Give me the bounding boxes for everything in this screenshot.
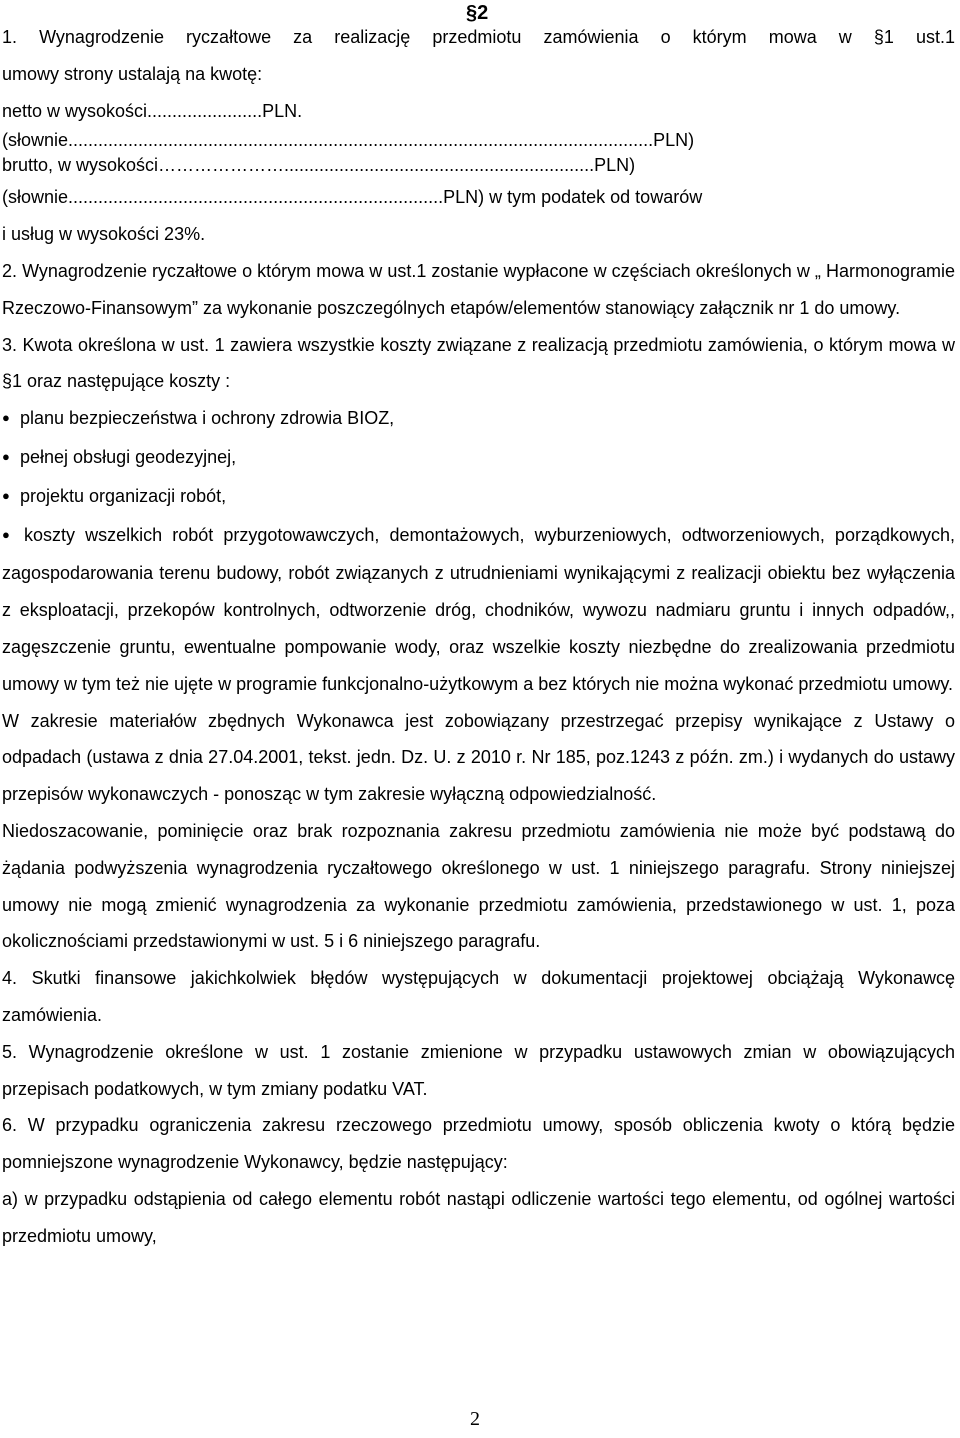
bullet-item-long <box>2 517 955 703</box>
bullet-icon: ● <box>2 448 10 464</box>
paragraph-1-slownie-1: (słownie.....................................................................................................................PLN) <box>2 130 695 151</box>
section-heading: §2 <box>466 2 489 24</box>
paragraph-5: 5. Wynagrodzenie określone w ust. 1 zostanie zmienione w przypadku ustawowych zmian w obowiązujących przepisach podatkowych, w tym zmiany podatku VAT. <box>2 1041 955 1099</box>
paragraph-2: 2. Wynagrodzenie ryczałtowe o którym mowa w ust.1 zostanie wypłacone w częściach określonych w „ Harmonogramie Rzeczowo-Finansowym” za wykonanie poszczególnych etapów/elementów stanowiący załącznik nr 1 do umowy. <box>2 260 955 318</box>
bullet-icon: ● <box>2 410 10 426</box>
page-number: 2 <box>470 1408 480 1430</box>
paragraph-6: 6. W przypadku ograniczenia zakresu rzeczowego przedmiotu umowy, sposób obliczenia kwoty o którą będzie pomniejszone wynagrodzenie Wykonawcy, będzie następujący: <box>2 1115 955 1173</box>
bullet-item <box>2 400 955 439</box>
paragraph-1-brutto: brutto, w wysokości…………………..............................................................PLN) <box>2 155 636 176</box>
bullet-icon: ● <box>2 487 10 503</box>
paragraph-1-line-1: 1. Wynagrodzenie ryczałtowe za realizację przedmiotu zamówienia o którym mowa w §1 ust.1 <box>2 27 955 47</box>
paragraph-1-netto: netto w wysokości.......................PLN. <box>2 100 303 121</box>
bullet-item <box>2 478 955 517</box>
paragraph-4: 4. Skutki finansowe jakichkolwiek błędów występujących w dokumentacji projektowej obciążają Wykonawcę zamówienia. <box>2 968 955 1025</box>
bullet-item <box>2 439 955 478</box>
paragraph-6a: a) w przypadku odstąpienia od całego elementu robót nastąpi odliczenie wartości tego elementu, od ogólnej wartości przedmiotu umowy, <box>2 1188 955 1246</box>
bullet-text: projektu organizacji robót, <box>20 485 227 506</box>
paragraph-3-underestimate: Niedoszacowanie, pominięcie oraz brak rozpoznania zakresu przedmiotu zamówienia nie może być podstawą do żądania podwyższenia wynagrodzenia ryczałtowego określonego w ust. 1 niniejszego paragrafu. Strony niniejszej umowy nie mogą zmienić wynagrodzenia za wykonanie przedmiotu zamówienia, przedstawionego w ust. 1, poza okolicznościami przedstawionymi w ust. 5 i 6 niniejszego paragrafu. <box>2 820 955 952</box>
bullet-text: pełnej obsługi geodezyjnej, <box>20 446 237 467</box>
paragraph-3-intro: 3. Kwota określona w ust. 1 zawiera wszystkie koszty związane z realizacją przedmiotu zamówienia, o którym mowa w §1 oraz następujące koszty : <box>2 334 955 392</box>
paragraph-1-line-2: umowy strony ustalają na kwotę: <box>2 63 263 84</box>
paragraph-1-slownie-2: (słownie...........................................................................PLN) w tym podatek od towarów <box>2 187 703 208</box>
bullet-text: planu bezpieczeństwa i ochrony zdrowia BIOZ, <box>20 408 395 429</box>
bullet-text: koszty wszelkich robót przygotowawczych, demontażowych, wyburzeniowych, odtworzeniowych, porządkowych, zagospodarowania terenu budowy, robót związanych z utrudnieniami wynikającymi z realizacji obiektu bez wyłączenia z eksploatacji, przekopów kontrolnych, odtworzenie dróg, chodników, wywozu nadmiaru gruntu i innych odpadów,, zagęszczenie gruntu, ewentualne pompowanie wody, oraz wszelkie koszty niezbędne do zrealizowania przedmiotu umowy w tym też nie ujęte w programie funkcjonalno-użytkowym a bez których nie można wykonać przedmiotu umowy. <box>2 524 955 694</box>
paragraph-3-waste: W zakresie materiałów zbędnych Wykonawca jest zobowiązany przestrzegać przepisy wynikające z Ustawy o odpadach (ustawa z dnia 27.04.2001, tekst. jedn. Dz. U. z 2010 r. Nr 185, poz.1243 z późn. zm.) i wydanych do ustawy przepisów wykonawczych - ponosząc w tym zakresie wyłączną odpowiedzialność. <box>2 710 955 805</box>
paragraph-1-vat: i usług w wysokości 23%. <box>2 224 206 245</box>
bullet-icon: ● <box>2 526 10 542</box>
document-body <box>2 19 955 1255</box>
